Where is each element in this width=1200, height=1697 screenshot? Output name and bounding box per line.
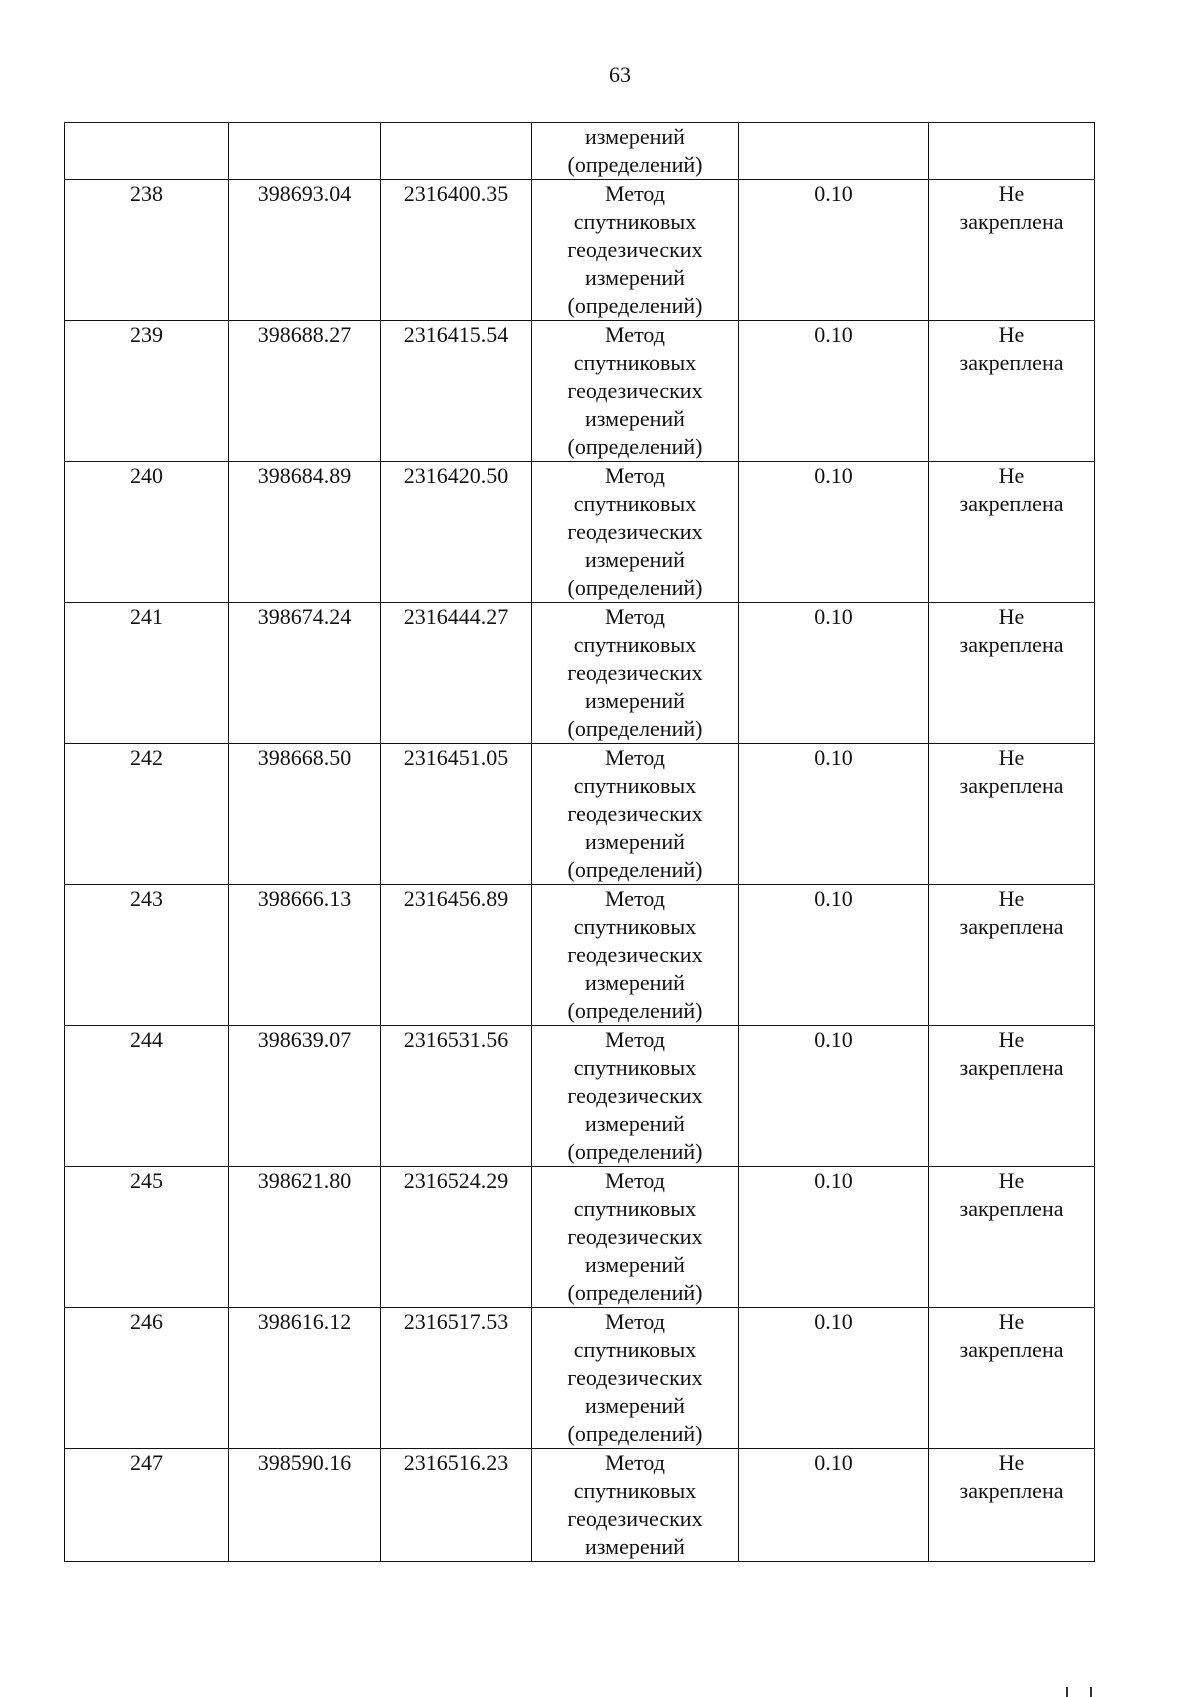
method-line: измерений: [585, 970, 685, 995]
method-line: Метод: [605, 181, 665, 206]
cell-number: 241: [65, 603, 229, 744]
cell-y: [381, 123, 532, 180]
method-line: геодезических: [567, 1506, 703, 1531]
cell-fixation: [929, 603, 1095, 744]
cell-number: 238: [65, 180, 229, 321]
cell-number: 245: [65, 1167, 229, 1308]
cell-y: 2316420.50: [381, 462, 532, 603]
method-line: геодезических: [567, 1224, 703, 1249]
fixation-line: Не: [998, 463, 1025, 488]
method-line: геодезических: [567, 237, 703, 262]
cell-fixation: [929, 123, 1095, 180]
fixation-line: закреплена: [959, 209, 1064, 234]
method-line: измерений: [585, 124, 685, 149]
method-line: Метод: [605, 1168, 665, 1193]
cell-y: 2316524.29: [381, 1167, 532, 1308]
cell-number: 243: [65, 885, 229, 1026]
cell-accuracy: 0.10: [739, 744, 929, 885]
method-line: измерений: [585, 1393, 685, 1418]
table-row: [65, 462, 1095, 603]
cell-method: [532, 1026, 739, 1167]
cell-y: 2316456.89: [381, 885, 532, 1026]
cell-x: 398668.50: [229, 744, 381, 885]
cell-number: 239: [65, 321, 229, 462]
method-line: измерений: [585, 1252, 685, 1277]
cell-method: [532, 123, 739, 180]
cell-x: 398639.07: [229, 1026, 381, 1167]
method-line: спутниковых: [573, 773, 697, 798]
cell-fixation: [929, 462, 1095, 603]
method-line: измерений: [585, 265, 685, 290]
cell-method: [532, 1167, 739, 1308]
fixation-line: закреплена: [959, 914, 1064, 939]
cell-x: 398684.89: [229, 462, 381, 603]
table-row: [65, 744, 1095, 885]
scan-mark: [1066, 1687, 1092, 1697]
table-row: [65, 1308, 1095, 1449]
continuation-row: [65, 123, 1095, 180]
method-line: Метод: [605, 1450, 665, 1475]
cell-method: [532, 180, 739, 321]
table-row: [65, 1026, 1095, 1167]
cell-accuracy: 0.10: [739, 462, 929, 603]
fixation-line: Не: [998, 886, 1025, 911]
fixation-line: закреплена: [959, 1196, 1064, 1221]
cell-fixation: [929, 1308, 1095, 1449]
cell-fixation: [929, 1026, 1095, 1167]
cell-y: 2316415.54: [381, 321, 532, 462]
method-line: спутниковых: [573, 350, 697, 375]
method-line: геодезических: [567, 801, 703, 826]
method-line: геодезических: [567, 942, 703, 967]
cell-accuracy: 0.10: [739, 180, 929, 321]
method-line: (определений): [567, 1421, 703, 1446]
cell-y: 2316400.35: [381, 180, 532, 321]
fixation-line: закреплена: [959, 773, 1064, 798]
method-line: (определений): [567, 857, 703, 882]
table-body: [65, 123, 1095, 1562]
cell-method: [532, 1449, 739, 1562]
cell-number: 247: [65, 1449, 229, 1562]
table-row: [65, 885, 1095, 1026]
method-line: измерений: [585, 1534, 685, 1559]
table-row: [65, 180, 1095, 321]
table-row: [65, 321, 1095, 462]
cell-fixation: [929, 885, 1095, 1026]
cell-accuracy: 0.10: [739, 1167, 929, 1308]
cell-y: 2316517.53: [381, 1308, 532, 1449]
method-line: (определений): [567, 293, 703, 318]
method-line: спутниковых: [573, 1055, 697, 1080]
method-line: измерений: [585, 547, 685, 572]
cell-method: [532, 603, 739, 744]
cell-method: [532, 885, 739, 1026]
cell-number: [65, 123, 229, 180]
method-line: спутниковых: [573, 209, 697, 234]
fixation-line: закреплена: [959, 1478, 1064, 1503]
method-line: геодезических: [567, 660, 703, 685]
cell-y: 2316444.27: [381, 603, 532, 744]
cell-x: [229, 123, 381, 180]
method-line: измерений: [585, 1111, 685, 1136]
cell-number: 246: [65, 1308, 229, 1449]
fixation-line: Не: [998, 1450, 1025, 1475]
method-line: Метод: [605, 886, 665, 911]
cell-x: 398674.24: [229, 603, 381, 744]
method-line: геодезических: [567, 378, 703, 403]
method-line: геодезических: [567, 519, 703, 544]
fixation-line: закреплена: [959, 1337, 1064, 1362]
fixation-line: закреплена: [959, 632, 1064, 657]
method-line: (определений): [567, 1139, 703, 1164]
method-line: Метод: [605, 1309, 665, 1334]
fixation-line: Не: [998, 322, 1025, 347]
fixation-line: закреплена: [959, 350, 1064, 375]
cell-y: 2316531.56: [381, 1026, 532, 1167]
cell-method: [532, 744, 739, 885]
cell-accuracy: 0.10: [739, 1308, 929, 1449]
fixation-line: Не: [998, 745, 1025, 770]
method-line: спутниковых: [573, 1196, 697, 1221]
method-line: (определений): [567, 434, 703, 459]
method-line: Метод: [605, 463, 665, 488]
cell-method: [532, 321, 739, 462]
method-line: (определений): [567, 152, 703, 177]
method-line: (определений): [567, 575, 703, 600]
cell-method: [532, 1308, 739, 1449]
method-line: спутниковых: [573, 491, 697, 516]
coordinates-table: [64, 122, 1095, 1562]
method-line: измерений: [585, 688, 685, 713]
method-line: Метод: [605, 745, 665, 770]
cell-x: 398688.27: [229, 321, 381, 462]
cell-accuracy: 0.10: [739, 321, 929, 462]
cell-fixation: [929, 180, 1095, 321]
method-line: спутниковых: [573, 1478, 697, 1503]
method-line: Метод: [605, 322, 665, 347]
method-line: измерений: [585, 406, 685, 431]
cell-x: 398693.04: [229, 180, 381, 321]
cell-fixation: [929, 744, 1095, 885]
cell-accuracy: 0.10: [739, 1449, 929, 1562]
method-line: (определений): [567, 1280, 703, 1305]
fixation-line: Не: [998, 604, 1025, 629]
fixation-line: Не: [998, 1168, 1025, 1193]
cell-x: 398616.12: [229, 1308, 381, 1449]
cell-x: 398621.80: [229, 1167, 381, 1308]
cell-y: 2316516.23: [381, 1449, 532, 1562]
method-line: измерений: [585, 829, 685, 854]
fixation-line: закреплена: [959, 491, 1064, 516]
method-line: спутниковых: [573, 914, 697, 939]
method-line: Метод: [605, 604, 665, 629]
cell-number: 244: [65, 1026, 229, 1167]
cell-fixation: [929, 321, 1095, 462]
page-number: 63: [609, 62, 631, 87]
fixation-line: закреплена: [959, 1055, 1064, 1080]
method-line: (определений): [567, 716, 703, 741]
cell-accuracy: 0.10: [739, 603, 929, 744]
table-row: [65, 603, 1095, 744]
method-line: геодезических: [567, 1083, 703, 1108]
table-row: [65, 1167, 1095, 1308]
fixation-line: Не: [998, 1027, 1025, 1052]
cell-accuracy: [739, 123, 929, 180]
method-line: Метод: [605, 1027, 665, 1052]
cell-x: 398590.16: [229, 1449, 381, 1562]
cell-x: 398666.13: [229, 885, 381, 1026]
method-line: (определений): [567, 998, 703, 1023]
method-line: спутниковых: [573, 632, 697, 657]
cell-y: 2316451.05: [381, 744, 532, 885]
method-line: спутниковых: [573, 1337, 697, 1362]
cell-number: 240: [65, 462, 229, 603]
cell-number: 242: [65, 744, 229, 885]
method-line: геодезических: [567, 1365, 703, 1390]
cell-fixation: [929, 1449, 1095, 1562]
fixation-line: Не: [998, 181, 1025, 206]
cell-fixation: [929, 1167, 1095, 1308]
cell-method: [532, 462, 739, 603]
fixation-line: Не: [998, 1309, 1025, 1334]
cell-accuracy: 0.10: [739, 885, 929, 1026]
cell-accuracy: 0.10: [739, 1026, 929, 1167]
table-row: [65, 1449, 1095, 1562]
